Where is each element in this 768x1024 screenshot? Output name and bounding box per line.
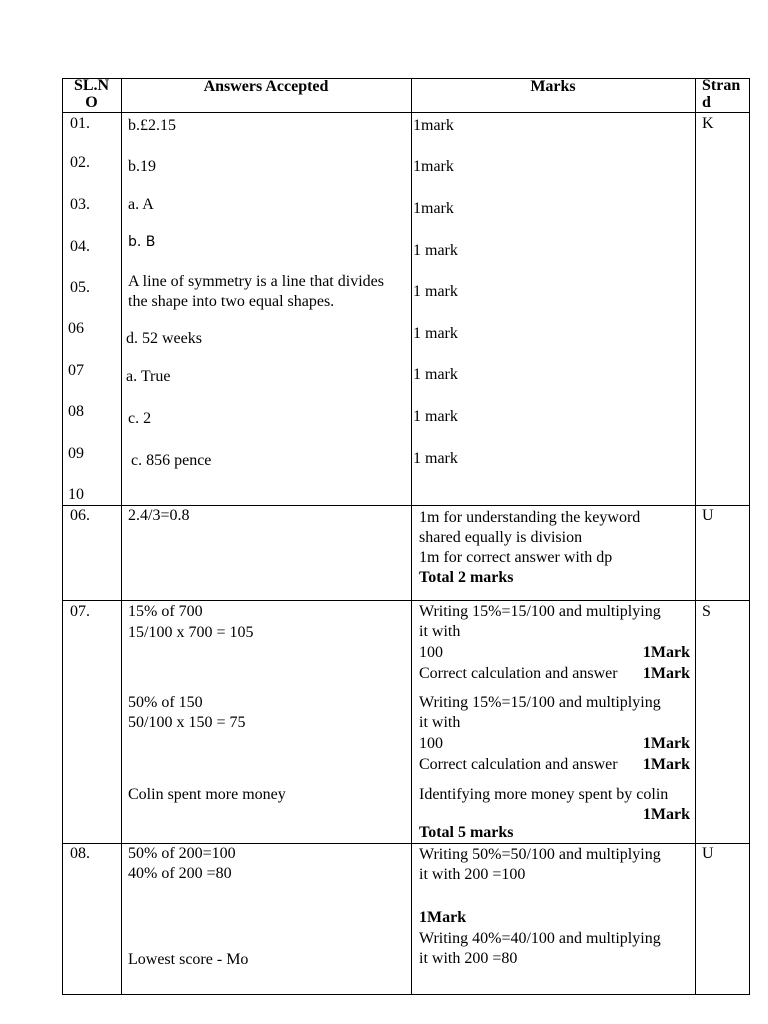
- mark-value: 1Mark: [642, 665, 690, 682]
- mark-text: Writing 40%=40/100 and multiplying: [419, 930, 661, 947]
- header-slno-line1: SL.N: [73, 77, 110, 94]
- strand-code: U: [702, 845, 714, 862]
- question-number: 06.: [70, 507, 90, 524]
- answer-text: b.£2.15: [128, 117, 176, 134]
- mark-value: 1Mark: [642, 644, 690, 661]
- question-number: 07.: [70, 603, 90, 620]
- header-strand-line2: d: [702, 94, 711, 111]
- answer-text: Lowest score - Mo: [128, 951, 249, 968]
- total-marks: Total 2 marks: [419, 569, 514, 586]
- mark-text: 100: [419, 644, 443, 661]
- strand-code: U: [702, 507, 714, 524]
- answer-text: 50% of 150: [128, 694, 203, 711]
- mark-text: Writing 15%=15/100 and multiplying: [419, 694, 661, 711]
- answer-text: 50/100 x 150 = 75: [128, 714, 246, 731]
- mark-text: it with 200 =80: [419, 950, 518, 967]
- mark-text: 1 mark: [413, 366, 458, 383]
- answer-text: a. A: [128, 196, 154, 213]
- mark-text: shared equally is division: [419, 529, 583, 546]
- mark-text: 100: [419, 735, 443, 752]
- mark-text: 1m for correct answer with dp: [419, 549, 613, 566]
- answer-text: b. B: [128, 234, 156, 250]
- row-divider: [62, 600, 750, 601]
- question-number: 05.: [70, 279, 90, 296]
- mark-text: Writing 50%=50/100 and multiplying: [419, 846, 661, 863]
- mark-text: it with: [419, 714, 461, 731]
- header-answers: Answers Accepted: [203, 78, 329, 95]
- mark-text: 1 mark: [413, 450, 458, 467]
- answer-text: c. 856 pence: [131, 452, 212, 469]
- column-divider: [695, 78, 696, 995]
- answer-text: 40% of 200 =80: [128, 865, 232, 882]
- mark-value: 1Mark: [642, 756, 690, 773]
- table-bottom-border: [62, 994, 750, 995]
- mark-text: it with: [419, 623, 461, 640]
- question-number: 01.: [70, 115, 90, 132]
- mark-text: Correct calculation and answer: [419, 756, 618, 773]
- table-left-border: [62, 78, 63, 995]
- answer-text: d. 52 weeks: [126, 330, 202, 347]
- column-divider: [121, 78, 122, 995]
- mark-text: it with 200 =100: [419, 866, 526, 883]
- question-number: 03.: [70, 196, 90, 213]
- question-number: 06: [68, 320, 84, 337]
- mark-text: Identifying more money spent by colin: [419, 786, 669, 803]
- question-number: 10: [68, 486, 84, 503]
- question-number: 09: [68, 445, 84, 462]
- header-marks: Marks: [530, 78, 576, 95]
- mark-text: Writing 15%=15/100 and multiplying: [419, 603, 661, 620]
- mark-value: 1Mark: [642, 806, 690, 823]
- question-number: 02.: [70, 154, 90, 171]
- mark-value: 1Mark: [419, 909, 467, 926]
- mark-text: 1 mark: [413, 408, 458, 425]
- mark-text: Correct calculation and answer: [419, 665, 618, 682]
- header-slno: [62, 77, 121, 111]
- answer-text: 2.4/3=0.8: [128, 507, 190, 524]
- answer-text: 15% of 700: [128, 603, 203, 620]
- answer-text: a. True: [126, 368, 171, 385]
- header-slno-line2: O: [85, 94, 98, 111]
- question-number: 08.: [70, 845, 90, 862]
- header-bottom-border: [62, 112, 750, 113]
- question-number: 08: [68, 403, 84, 420]
- mark-text: 1 mark: [413, 325, 458, 342]
- answer-text: A line of symmetry is a line that divides: [128, 273, 384, 290]
- strand-code: K: [702, 115, 714, 132]
- answer-text: c. 2: [128, 410, 152, 427]
- answer-text: Colin spent more money: [128, 786, 286, 803]
- table-right-border: [749, 78, 750, 995]
- mark-value: 1Mark: [642, 735, 690, 752]
- answer-text: the shape into two equal shapes.: [128, 293, 335, 310]
- mark-text: 1m for understanding the keyword: [419, 509, 641, 526]
- answer-text: 50% of 200=100: [128, 845, 236, 862]
- answer-text: b.19: [128, 158, 156, 175]
- header-strand: [702, 77, 740, 111]
- mark-text: 1mark: [413, 200, 454, 217]
- mark-text: 1mark: [413, 117, 454, 134]
- mark-text: 1 mark: [413, 283, 458, 300]
- strand-code: S: [702, 603, 711, 620]
- mark-text: 1mark: [413, 158, 454, 175]
- mark-text: 1 mark: [413, 242, 458, 259]
- question-number: 07: [68, 362, 84, 379]
- answer-text: 15/100 x 700 = 105: [128, 624, 254, 641]
- question-number: 04.: [70, 238, 90, 255]
- total-marks: Total 5 marks: [419, 824, 514, 841]
- column-divider: [411, 78, 412, 995]
- header-strand-line1: Stran: [702, 77, 741, 94]
